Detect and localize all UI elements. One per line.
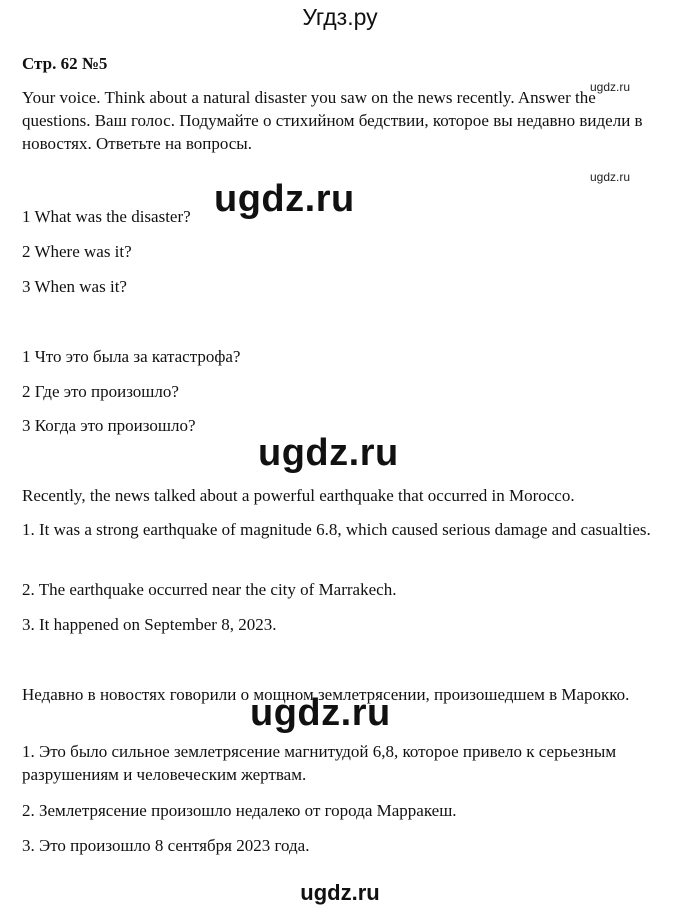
question-ru-2: 2 Где это произошло? — [22, 382, 179, 401]
answer-en-item-3: 3. It happened on September 8, 2023. — [22, 615, 277, 634]
answer-ru-intro: Недавно в новостях говорили о мощном землетрясении, произошедшем в Марокко. — [22, 685, 630, 704]
watermark-large: ugdz.ru — [250, 692, 391, 734]
answer-en-item-1: 1. It was a strong earthquake of magnitude 6.8, which caused serious damage and casualties. — [22, 520, 651, 539]
site-title: Угдз.ру — [302, 4, 378, 30]
question-ru-1: 1 Что это была за катастрофа? — [22, 347, 241, 366]
question-en-1: 1 What was the disaster? — [22, 207, 191, 226]
footer-watermark: ugdz.ru — [300, 880, 380, 905]
answer-en-intro: Recently, the news talked about a powerful earthquake that occurred in Morocco. — [22, 486, 575, 505]
watermark-small: ugdz.ru — [590, 170, 631, 184]
answer-ru-item-1: 1. Это было сильное землетрясение магнитудой 6,8, которое привело к серьезным разрушениям и человеческим жертвам. — [22, 742, 617, 784]
answer-en-item-2: 2. The earthquake occurred near the city of Marrakech. — [22, 580, 397, 599]
question-en-3: 3 When was it? — [22, 277, 127, 296]
question-ru-3: 3 Когда это произошло? — [22, 416, 196, 435]
task-intro: Your voice. Think about a natural disaster you saw on the news recently. Answer the questions. Ваш голос. Подумайте о стихийном бедствии, которое вы недавно видели в новостях. Ответьте на вопросы. — [22, 88, 643, 153]
watermark-large: ugdz.ru — [214, 178, 355, 220]
answer-ru-item-2: 2. Землетрясение произошло недалеко от города Марракеш. — [22, 801, 457, 820]
question-en-2: 2 Where was it? — [22, 242, 132, 261]
watermark-small: ugdz.ru — [590, 80, 631, 94]
page-heading: Стр. 62 №5 — [22, 54, 108, 73]
watermark-large: ugdz.ru — [258, 432, 399, 474]
answer-ru-item-3: 3. Это произошло 8 сентября 2023 года. — [22, 836, 310, 855]
